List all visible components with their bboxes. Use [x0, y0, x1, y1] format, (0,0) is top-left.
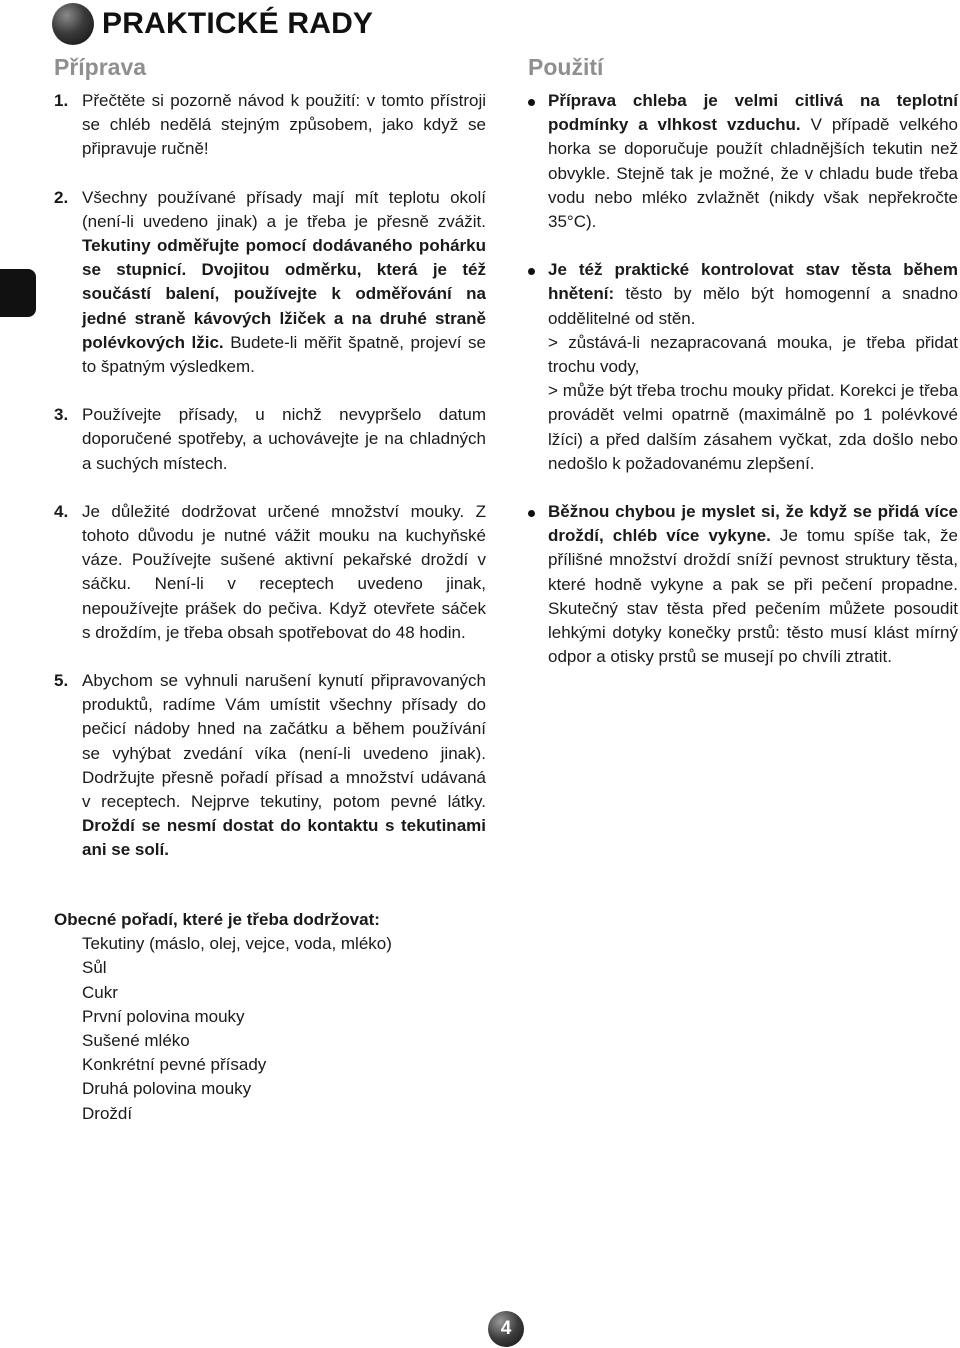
- bullet-item: [528, 258, 958, 476]
- body-text: Přečtěte si pozorně návod k použití: v tomto přístroji se chléb nedělá stejným způsobem, jako když se připravuje ručně!: [82, 91, 486, 159]
- body-text: > zůstává-li nezapracovaná mouka, je třeba přidat trochu vody,: [548, 332, 958, 377]
- preparation-heading: Příprava: [54, 54, 147, 80]
- body-text: Abychom se vyhnuli narušení kynutí připravovaných produktů, radíme Vám umístit všechny přísady do pečicí nádoby hned na začátku a během používání se vyhýbat zvedání víka (není-li uvedeno jinak). Dodržujte přesně pořadí přísad a množství udávaná v receptech. Nejprve tekutiny, potom pevné látky.: [82, 671, 486, 812]
- bold-text: Droždí se nesmí dostat do kontaktu s tekutinami ani se solí.: [82, 816, 486, 860]
- bullet-item: [528, 89, 958, 234]
- bold-text: Příprava chleba je velmi citlivá na teplotní podmínky a vlhkost vzduchu.: [548, 91, 958, 135]
- item-number: 4.: [54, 501, 69, 521]
- page-number-badge: [488, 1311, 524, 1347]
- item-text: [82, 89, 486, 162]
- bullet-text: [548, 89, 958, 234]
- numbered-item: [54, 186, 486, 380]
- order-item: Druhá polovina mouky: [82, 1079, 252, 1099]
- side-tab-marker: [0, 269, 36, 317]
- order-item: Konkrétní pevné přísady: [82, 1055, 267, 1075]
- order-item: Sůl: [82, 958, 107, 978]
- item-text: [82, 403, 486, 476]
- body-text: Budete-li měřit špatně, projeví se to špatným výsledkem.: [82, 332, 486, 377]
- body-text: > může být třeba trochu mouky přidat. Korekci je třeba provádět velmi opatrně (maximálně po 1 polévkové lžíci) a před dalším zásahem vyčkat, zda došlo nebo nedošlo k požadovanému zlepšení.: [548, 381, 958, 473]
- bold-text: Tekutiny odměřujte pomocí dodávaného pohárku se stupnicí. Dvojitou odměrku, která je též součástí balení, používejte k odměřování na jedné straně kávových lžiček a na druhé straně polévkových lžic.: [82, 236, 486, 352]
- item-text: [82, 186, 486, 380]
- general-order-list: [54, 932, 392, 1126]
- bullet-text: [548, 258, 958, 476]
- order-item: Sušené mléko: [82, 1031, 190, 1051]
- body-text: Je tomu spíše tak, že přílišné množství droždí sníží pevnost struktury těsta, které hodně vykyne a pak se při pečení propadne. Skutečný stav těsta před pečením můžete posoudit lehkými dotyky konečky prstů: těsto musí klást mírný odpor a otisky prstů se musejí po chvíli ztratit.: [548, 526, 958, 667]
- header-circle-icon: [52, 3, 94, 45]
- numbered-item: [54, 500, 486, 645]
- bullet-dot-icon: [528, 268, 535, 275]
- usage-list: [528, 89, 958, 669]
- page-number: 4: [500, 1318, 512, 1339]
- general-order-section: [54, 908, 392, 1126]
- numbered-item: [54, 89, 486, 162]
- body-text: těsto by mělo být homogenní a snadno oddělitelné od stěn.: [548, 284, 958, 328]
- order-item: Tekutiny (máslo, olej, vejce, voda, mléko): [82, 934, 392, 954]
- body-text: V případě velkého horka se doporučuje použít chladnějších tekutin než obvykle. Stejně tak je možné, že v chladu bude třeba vodu nebo mléko zvlažnět (nikdy však nepřekročte 35°C).: [548, 115, 958, 232]
- order-item: Cukr: [82, 982, 118, 1002]
- item-number: 3.: [54, 405, 69, 425]
- bullet-dot-icon: [528, 99, 535, 106]
- item-text: [82, 500, 486, 645]
- usage-heading: Použití: [528, 54, 604, 80]
- order-item: Droždí: [82, 1103, 133, 1123]
- preparation-list: [54, 89, 486, 863]
- preparation-column: [54, 52, 486, 887]
- bullet-dot-icon: [528, 510, 535, 517]
- item-number: 1.: [54, 91, 69, 110]
- numbered-item: [54, 403, 486, 476]
- item-number: 5.: [54, 671, 69, 691]
- page-title: PRAKTICKÉ RADY: [102, 7, 374, 40]
- general-order-title: Obecné pořadí, které je třeba dodržovat:: [54, 910, 380, 929]
- body-text: Používejte přísady, u nichž nevypršelo datum doporučené spotřeby, a uchovávejte je na chladných a suchých místech.: [82, 405, 486, 473]
- order-item: První polovina mouky: [82, 1006, 245, 1026]
- item-text: [82, 669, 486, 863]
- body-text: Je důležité dodržovat určené množství mouky. Z tohoto důvodu je nutné vážit mouku na kuchyňské váze. Používejte sušené aktivní pekařské droždí v sáčku. Není-li v receptech uvedeno jinak, nepoužívejte prášek do pečiva. Když otevřete sáček s droždím, je třeba obsah spotřebovat do 48 hodin.: [82, 501, 486, 642]
- bold-text: Je též praktické kontrolovat stav těsta během hnětení:: [548, 260, 958, 304]
- page-header: [52, 2, 373, 46]
- numbered-item: [54, 669, 486, 863]
- usage-column: [528, 52, 958, 693]
- bold-text: Běžnou chybou je myslet si, že když se přidá více droždí, chléb více vykyne.: [548, 502, 958, 546]
- body-text: Všechny používané přísady mají mít teplotu okolí (není-li uvedeno jinak) a je třeba je přesně zvážit.: [82, 187, 486, 231]
- bullet-item: [528, 500, 958, 669]
- bullet-text: [548, 500, 958, 669]
- item-number: 2.: [54, 187, 69, 207]
